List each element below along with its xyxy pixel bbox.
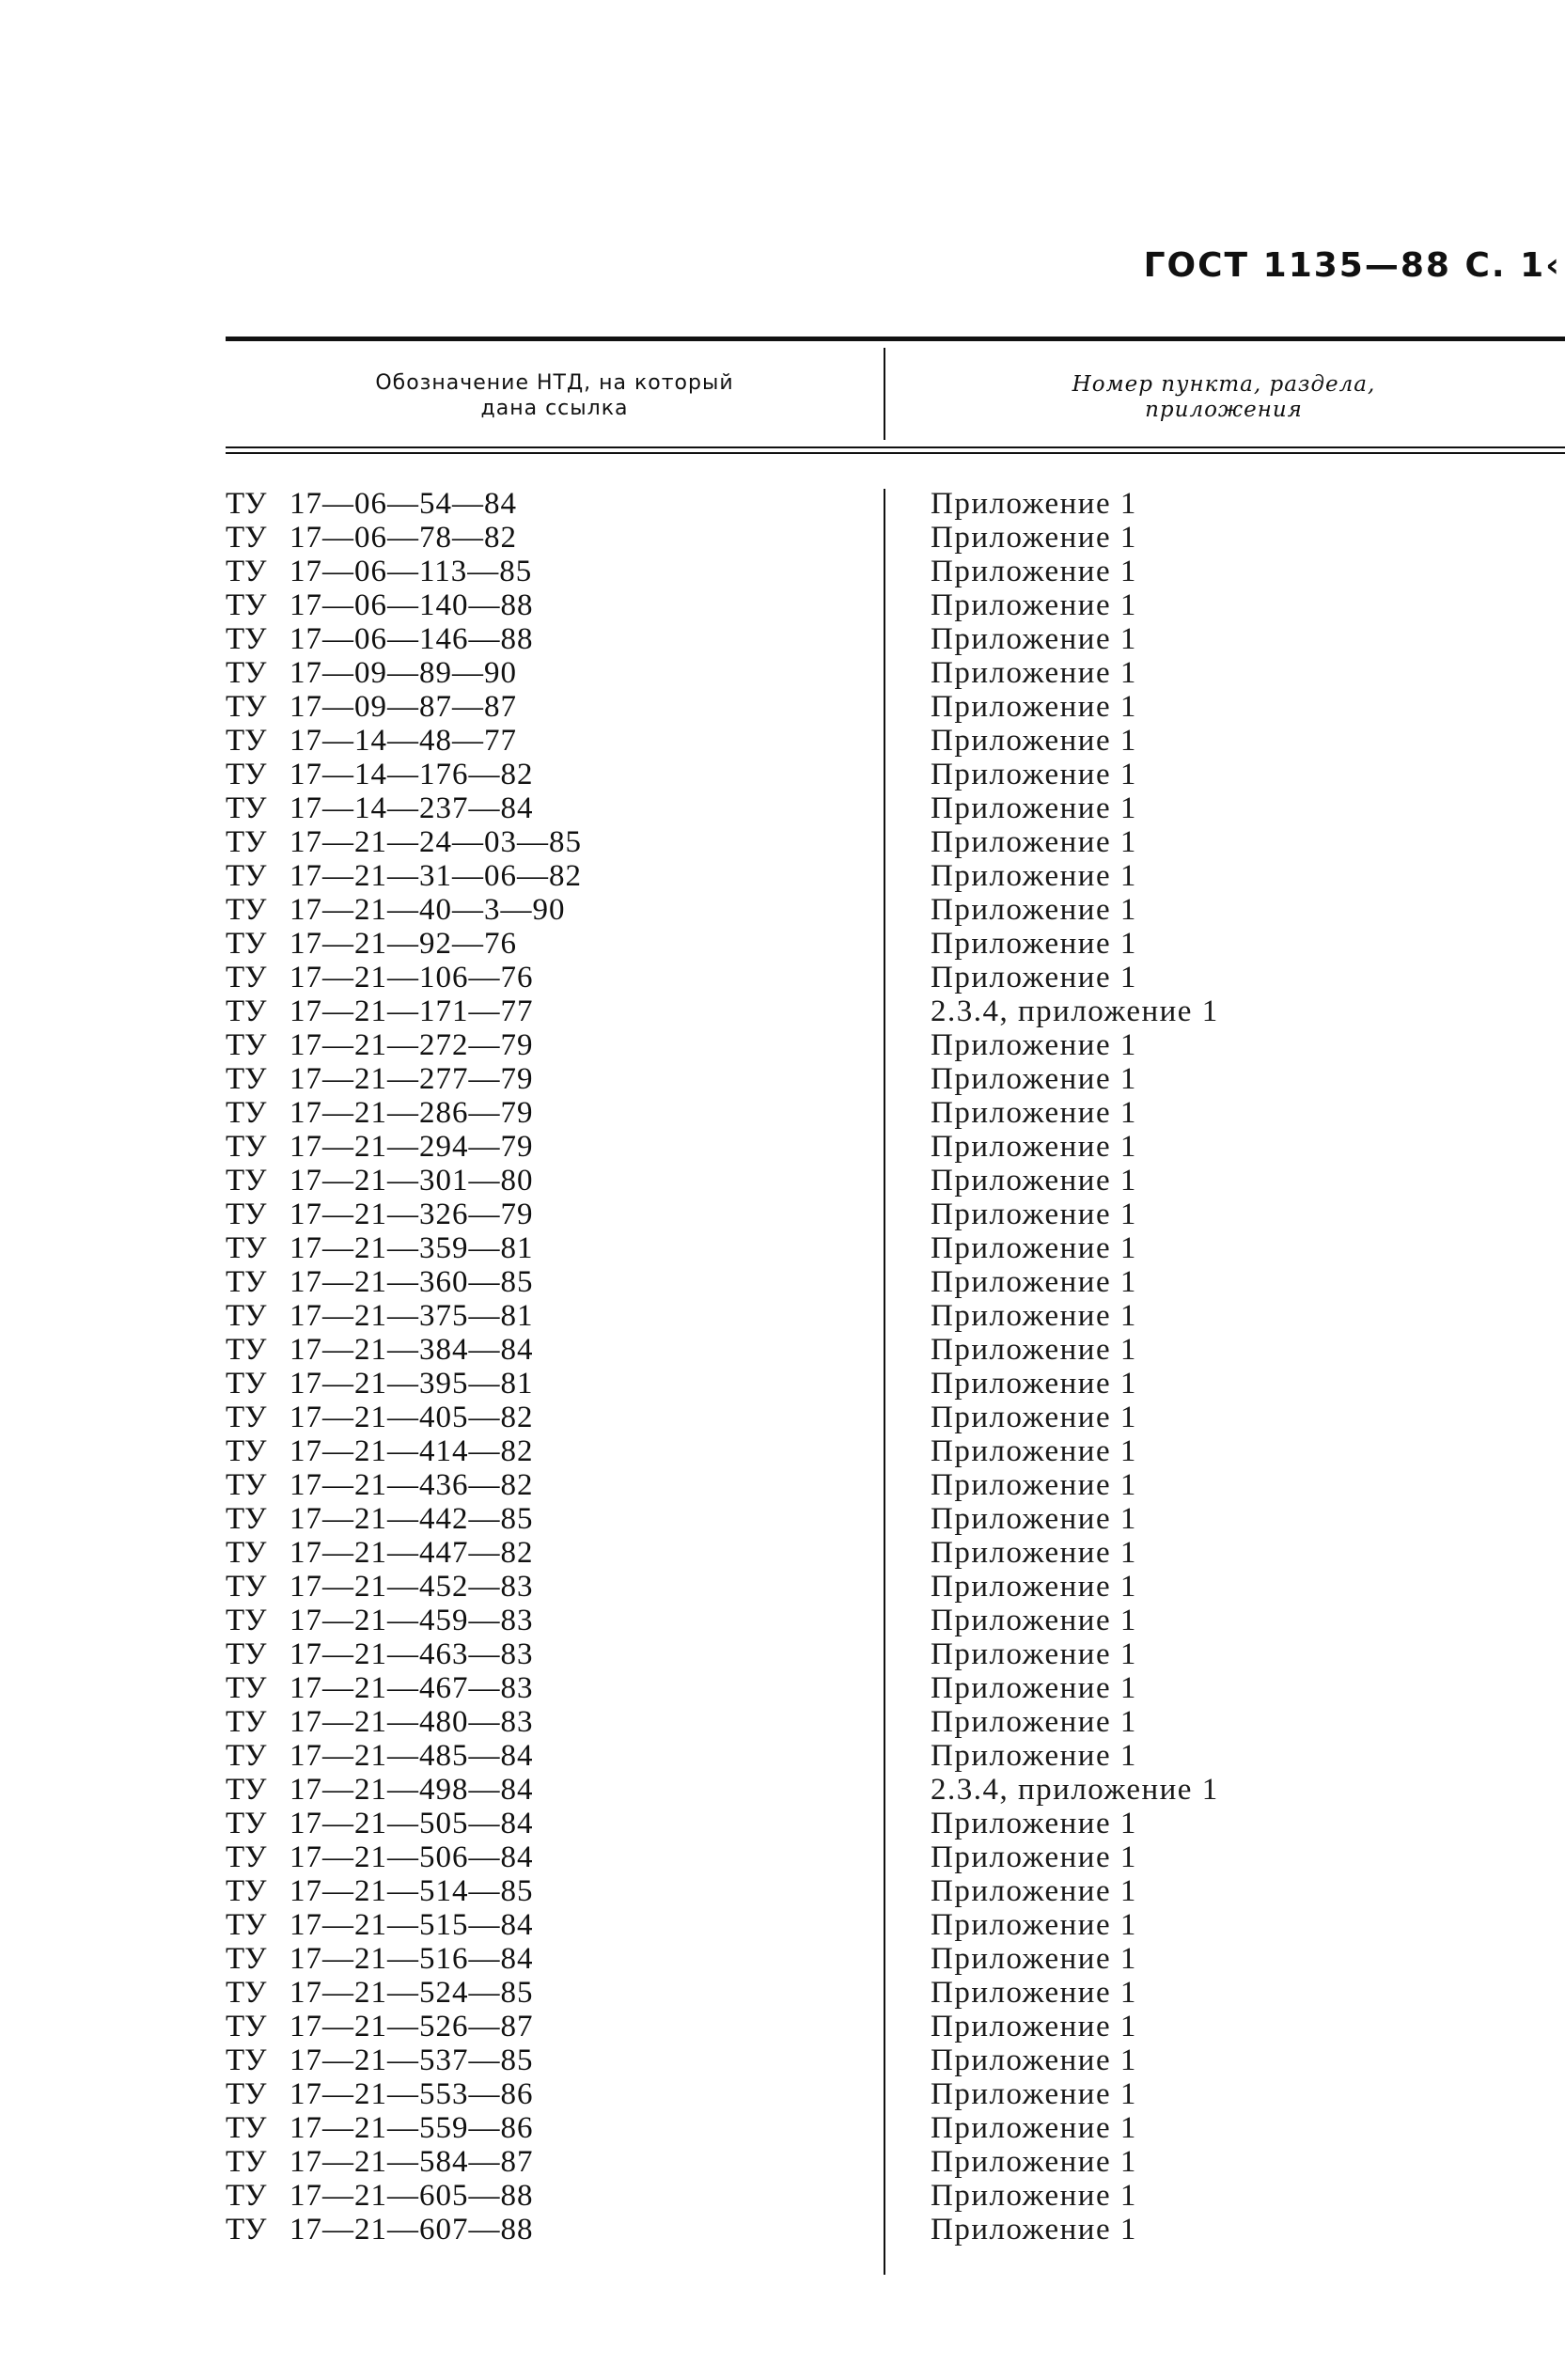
document-type-prefix: ТУ xyxy=(226,1773,267,1807)
table-row xyxy=(226,1942,582,1976)
section-reference: Приложение 1 xyxy=(931,1130,1137,1164)
document-type-prefix: ТУ xyxy=(226,622,267,656)
document-type-prefix: ТУ xyxy=(226,690,267,724)
section-reference: Приложение 1 xyxy=(931,2111,1137,2145)
body-column-divider xyxy=(884,489,885,2275)
document-type-prefix: ТУ xyxy=(226,2179,267,2213)
table-row xyxy=(226,1265,582,1299)
section-reference: Приложение 1 xyxy=(931,1976,1137,2010)
document-type-prefix: ТУ xyxy=(226,893,267,927)
document-code: 17—21—436—82 xyxy=(290,1468,534,1502)
section-reference: Приложение 1 xyxy=(931,724,1137,758)
document-type-prefix: ТУ xyxy=(226,724,267,758)
document-type-prefix: ТУ xyxy=(226,961,267,994)
document-code: 17—21—485—84 xyxy=(290,1739,534,1773)
document-code: 17—06—54—84 xyxy=(290,487,517,521)
document-type-prefix: ТУ xyxy=(226,1536,267,1570)
table-row xyxy=(226,2179,582,2213)
section-reference: Приложение 1 xyxy=(931,927,1137,961)
table-row xyxy=(226,893,582,927)
table-row xyxy=(226,487,582,521)
section-reference: Приложение 1 xyxy=(931,1062,1137,1096)
document-code: 17—21—405—82 xyxy=(290,1401,534,1434)
table-row xyxy=(226,1096,582,1130)
document-code: 17—21—515—84 xyxy=(290,1908,534,1942)
section-reference: Приложение 1 xyxy=(931,555,1137,588)
table-row xyxy=(226,1198,582,1231)
section-reference: Приложение 1 xyxy=(931,1536,1137,1570)
section-reference: Приложение 1 xyxy=(931,521,1137,555)
section-reference: Приложение 1 xyxy=(931,961,1137,994)
document-type-prefix: ТУ xyxy=(226,1367,267,1401)
document-type-prefix: ТУ xyxy=(226,656,267,690)
document-type-prefix: ТУ xyxy=(226,1333,267,1367)
section-reference: Приложение 1 xyxy=(931,893,1137,927)
document-code: 17—21—326—79 xyxy=(290,1198,534,1231)
section-reference: Приложение 1 xyxy=(931,1265,1137,1299)
section-reference: Приложение 1 xyxy=(931,2213,1137,2247)
document-type-prefix: ТУ xyxy=(226,1096,267,1130)
document-code: 17—21—506—84 xyxy=(290,1840,534,1874)
document-type-prefix: ТУ xyxy=(226,2043,267,2077)
document-type-prefix: ТУ xyxy=(226,859,267,893)
section-reference: Приложение 1 xyxy=(931,1942,1137,1976)
document-type-prefix: ТУ xyxy=(226,1502,267,1536)
document-type-prefix: ТУ xyxy=(226,1130,267,1164)
document-type-prefix: ТУ xyxy=(226,1299,267,1333)
table-row xyxy=(226,555,582,588)
section-reference: Приложение 1 xyxy=(931,1502,1137,1536)
table-row xyxy=(226,622,582,656)
document-type-prefix: ТУ xyxy=(226,791,267,825)
document-code: 17—21—514—85 xyxy=(290,1874,534,1908)
table-row xyxy=(226,1231,582,1265)
document-type-prefix: ТУ xyxy=(226,1840,267,1874)
table-row xyxy=(226,1333,582,1367)
section-reference: Приложение 1 xyxy=(931,2010,1137,2043)
document-code: 17—21—463—83 xyxy=(290,1637,534,1671)
document-code: 17—21—505—84 xyxy=(290,1807,534,1840)
table-row xyxy=(226,1367,582,1401)
table-row xyxy=(226,1028,582,1062)
document-type-prefix: ТУ xyxy=(226,1434,267,1468)
table-row xyxy=(226,690,582,724)
document-code: 17—21—480—83 xyxy=(290,1705,534,1739)
table-row xyxy=(226,588,582,622)
table-row xyxy=(226,859,582,893)
document-code: 17—21—294—79 xyxy=(290,1130,534,1164)
section-reference: Приложение 1 xyxy=(931,588,1137,622)
table-row xyxy=(226,758,582,791)
document-code: 17—21—106—76 xyxy=(290,961,534,994)
document-type-prefix: ТУ xyxy=(226,1265,267,1299)
section-reference: Приложение 1 xyxy=(931,1604,1137,1637)
section-reference: Приложение 1 xyxy=(931,1367,1137,1401)
table-row xyxy=(226,2077,582,2111)
section-reference: Приложение 1 xyxy=(931,2077,1137,2111)
document-code: 17—21—447—82 xyxy=(290,1536,534,1570)
table-row xyxy=(226,1536,582,1570)
document-type-prefix: ТУ xyxy=(226,1028,267,1062)
document-type-prefix: ТУ xyxy=(226,1231,267,1265)
document-code: 17—06—113—85 xyxy=(290,555,533,588)
table-row xyxy=(226,1773,582,1807)
document-code: 17—21—92—76 xyxy=(290,927,517,961)
document-code: 17—21—301—80 xyxy=(290,1164,534,1198)
section-reference: Приложение 1 xyxy=(931,1637,1137,1671)
document-code: 17—21—553—86 xyxy=(290,2077,534,2111)
section-reference: 2.3.4, приложение 1 xyxy=(931,994,1219,1028)
section-reference: Приложение 1 xyxy=(931,1164,1137,1198)
document-code: 17—06—146—88 xyxy=(290,622,534,656)
section-reference: Приложение 1 xyxy=(931,1028,1137,1062)
table-row xyxy=(226,1434,582,1468)
document-code: 17—21—272—79 xyxy=(290,1028,534,1062)
document-code: 17—21—360—85 xyxy=(290,1265,534,1299)
document-type-prefix: ТУ xyxy=(226,521,267,555)
section-reference: Приложение 1 xyxy=(931,1705,1137,1739)
document-type-prefix: ТУ xyxy=(226,1739,267,1773)
document-code: 17—21—559—86 xyxy=(290,2111,534,2145)
document-type-prefix: ТУ xyxy=(226,1164,267,1198)
document-type-prefix: ТУ xyxy=(226,1570,267,1604)
document-code: 17—21—442—85 xyxy=(290,1502,534,1536)
document-type-prefix: ТУ xyxy=(226,1604,267,1637)
document-code: 17—21—526—87 xyxy=(290,2010,534,2043)
document-type-prefix: ТУ xyxy=(226,555,267,588)
column-header-document xyxy=(226,370,884,421)
document-code: 17—21—452—83 xyxy=(290,1570,534,1604)
document-code: 17—21—516—84 xyxy=(290,1942,534,1976)
document-type-prefix: ТУ xyxy=(226,825,267,859)
document-type-prefix: ТУ xyxy=(226,1671,267,1705)
document-type-prefix: ТУ xyxy=(226,2077,267,2111)
document-code: 17—21—277—79 xyxy=(290,1062,534,1096)
document-code: 17—21—607—88 xyxy=(290,2213,534,2247)
document-type-prefix: ТУ xyxy=(226,2145,267,2179)
document-code: 17—21—605—88 xyxy=(290,2179,534,2213)
table-row xyxy=(226,825,582,859)
section-reference: 2.3.4, приложение 1 xyxy=(931,1773,1219,1807)
column-header-section-text: Номер пункта, раздела, приложения xyxy=(1072,372,1376,422)
document-code: 17—06—78—82 xyxy=(290,521,517,555)
document-type-prefix: ТУ xyxy=(226,588,267,622)
section-reference: Приложение 1 xyxy=(931,2043,1137,2077)
section-reference: Приложение 1 xyxy=(931,1671,1137,1705)
document-code: 17—09—87—87 xyxy=(290,690,517,724)
section-reference: Приложение 1 xyxy=(931,2145,1137,2179)
section-reference: Приложение 1 xyxy=(931,690,1137,724)
document-code: 17—14—237—84 xyxy=(290,791,534,825)
section-reference: Приложение 1 xyxy=(931,656,1137,690)
table-row xyxy=(226,656,582,690)
document-code: 17—21—498—84 xyxy=(290,1773,534,1807)
document-type-prefix: ТУ xyxy=(226,1637,267,1671)
table-row xyxy=(226,1637,582,1671)
table-row xyxy=(226,791,582,825)
table-row xyxy=(226,1604,582,1637)
document-code: 17—21—467—83 xyxy=(290,1671,534,1705)
table-row xyxy=(226,1976,582,2010)
document-type-prefix: ТУ xyxy=(226,1198,267,1231)
document-code: 17—06—140—88 xyxy=(290,588,534,622)
table-row xyxy=(226,1570,582,1604)
document-code: 17—21—359—81 xyxy=(290,1231,534,1265)
section-reference: Приложение 1 xyxy=(931,1231,1137,1265)
table-top-rule xyxy=(226,337,1565,341)
header-rule-upper xyxy=(226,446,1565,448)
table-row xyxy=(226,1908,582,1942)
table-row xyxy=(226,1164,582,1198)
document-code: 17—21—384—84 xyxy=(290,1333,534,1367)
section-reference: Приложение 1 xyxy=(931,2179,1137,2213)
header-rule-lower xyxy=(226,452,1565,454)
document-code: 17—21—24—03—85 xyxy=(290,825,582,859)
document-code: 17—21—40—3—90 xyxy=(290,893,566,927)
column-header-section xyxy=(885,372,1562,423)
table-row xyxy=(226,1401,582,1434)
document-type-prefix: ТУ xyxy=(226,1062,267,1096)
section-reference: Приложение 1 xyxy=(931,1198,1137,1231)
section-reference: Приложение 1 xyxy=(931,1096,1137,1130)
table-row xyxy=(226,1705,582,1739)
document-code: 17—21—524—85 xyxy=(290,1976,534,2010)
document-code: 17—21—395—81 xyxy=(290,1367,534,1401)
document-type-prefix: ТУ xyxy=(226,1942,267,1976)
document-code: 17—21—537—85 xyxy=(290,2043,534,2077)
section-reference: Приложение 1 xyxy=(931,791,1137,825)
table-row xyxy=(226,724,582,758)
document-type-prefix: ТУ xyxy=(226,1401,267,1434)
table-row xyxy=(226,1502,582,1536)
document-type-prefix: ТУ xyxy=(226,1705,267,1739)
section-reference: Приложение 1 xyxy=(931,1874,1137,1908)
document-type-prefix: ТУ xyxy=(226,2213,267,2247)
document-code: 17—21—171—77 xyxy=(290,994,534,1028)
section-reference: Приложение 1 xyxy=(931,1840,1137,1874)
document-type-prefix: ТУ xyxy=(226,1468,267,1502)
document-type-prefix: ТУ xyxy=(226,1908,267,1942)
section-reference: Приложение 1 xyxy=(931,1908,1137,1942)
document-type-prefix: ТУ xyxy=(226,1874,267,1908)
document-code: 17—09—89—90 xyxy=(290,656,517,690)
column-header-document-text: Обозначение НТД, на который дана ссылка xyxy=(375,371,734,420)
table-row xyxy=(226,1062,582,1096)
section-reference: Приложение 1 xyxy=(931,622,1137,656)
document-code: 17—21—584—87 xyxy=(290,2145,534,2179)
section-reference: Приложение 1 xyxy=(931,758,1137,791)
table-row xyxy=(226,1468,582,1502)
document-type-prefix: ТУ xyxy=(226,487,267,521)
document-type-prefix: ТУ xyxy=(226,1976,267,2010)
section-reference: Приложение 1 xyxy=(931,487,1137,521)
document-code: 17—21—414—82 xyxy=(290,1434,534,1468)
section-reference: Приложение 1 xyxy=(931,1333,1137,1367)
table-row xyxy=(226,927,582,961)
section-reference: Приложение 1 xyxy=(931,1434,1137,1468)
section-reference: Приложение 1 xyxy=(931,1299,1137,1333)
table-row xyxy=(226,1671,582,1705)
document-code: 17—21—31—06—82 xyxy=(290,859,582,893)
table-row xyxy=(226,2111,582,2145)
table-row xyxy=(226,1739,582,1773)
table-row xyxy=(226,961,582,994)
section-reference: Приложение 1 xyxy=(931,1807,1137,1840)
section-reference: Приложение 1 xyxy=(931,1468,1137,1502)
table-row xyxy=(226,1840,582,1874)
document-type-prefix: ТУ xyxy=(226,927,267,961)
document-type-prefix: ТУ xyxy=(226,2111,267,2145)
document-type-prefix: ТУ xyxy=(226,994,267,1028)
document-code: 17—21—375—81 xyxy=(290,1299,534,1333)
document-type-prefix: ТУ xyxy=(226,758,267,791)
table-row xyxy=(226,1299,582,1333)
table-row xyxy=(226,2010,582,2043)
table-row xyxy=(226,2145,582,2179)
document-type-prefix: ТУ xyxy=(226,2010,267,2043)
section-reference: Приложение 1 xyxy=(931,1570,1137,1604)
table-row xyxy=(226,1807,582,1840)
running-head: ГОСТ 1135—88 С. 1‹ xyxy=(1143,246,1561,285)
section-reference: Приложение 1 xyxy=(931,859,1137,893)
section-reference: Приложение 1 xyxy=(931,1739,1137,1773)
table-row xyxy=(226,521,582,555)
section-reference-column xyxy=(931,487,1219,2247)
table-row xyxy=(226,994,582,1028)
table-row xyxy=(226,1130,582,1164)
table-row xyxy=(226,2213,582,2247)
document-code: 17—21—459—83 xyxy=(290,1604,534,1637)
header-column-divider xyxy=(884,348,885,440)
document-code: 17—21—286—79 xyxy=(290,1096,534,1130)
section-reference: Приложение 1 xyxy=(931,1401,1137,1434)
table-row xyxy=(226,2043,582,2077)
document-type-prefix: ТУ xyxy=(226,1807,267,1840)
table-row xyxy=(226,1874,582,1908)
document-reference-column xyxy=(226,487,582,2247)
document-code: 17—14—48—77 xyxy=(290,724,517,758)
section-reference: Приложение 1 xyxy=(931,825,1137,859)
document-code: 17—14—176—82 xyxy=(290,758,534,791)
